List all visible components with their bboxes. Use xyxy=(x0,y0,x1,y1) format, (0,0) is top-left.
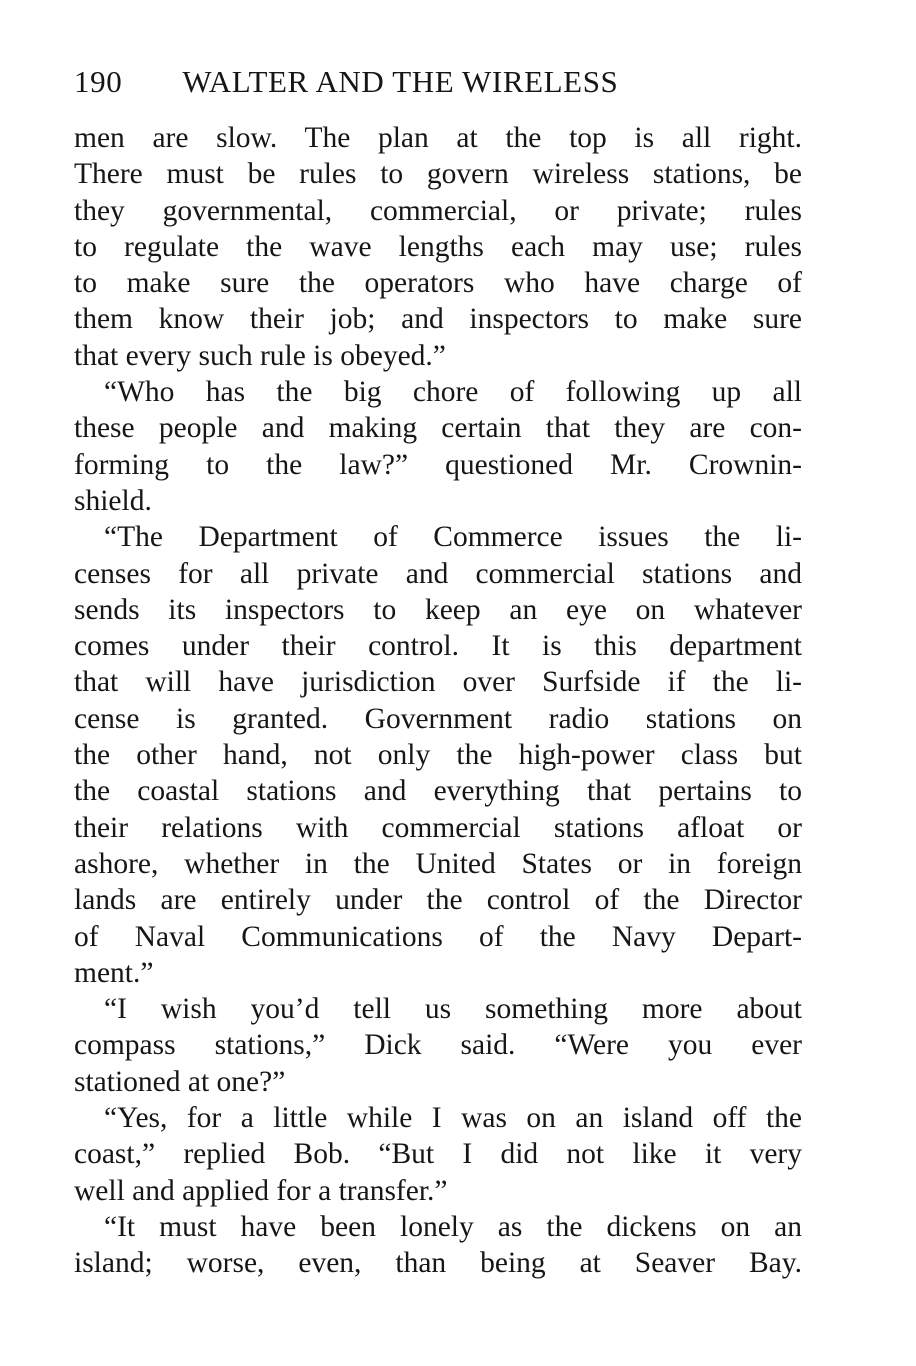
text-line: that will have jurisdiction over Surfside if the li- xyxy=(74,666,802,699)
text-line: “I wish you’d tell us something more about xyxy=(104,993,802,1026)
page-number: 190 xyxy=(74,64,123,99)
running-head xyxy=(74,64,814,104)
text-line: to make sure the operators who have charge of xyxy=(74,267,802,300)
text-line: lands are entirely under the control of the Director xyxy=(74,884,802,917)
text-line: comes under their control. It is this department xyxy=(74,630,802,663)
text-line: the coastal stations and everything that pertains to xyxy=(74,775,802,808)
text-line: There must be rules to govern wireless stations, be xyxy=(74,158,802,191)
text-line: cense is granted. Government radio stations on xyxy=(74,702,802,735)
text-line: of Naval Communications of the Navy Depart- xyxy=(74,920,802,953)
text-line: they governmental, commercial, or private; rules xyxy=(74,194,802,227)
text-line: that every such rule is obeyed.” xyxy=(74,339,446,372)
text-line: shield. xyxy=(74,484,152,517)
text-line: sends its inspectors to keep an eye on whatever xyxy=(74,593,802,626)
text-line: men are slow. The plan at the top is all right. xyxy=(74,122,802,154)
text-line: stationed at one?” xyxy=(74,1065,286,1098)
text-line: island; worse, even, than being at Seaver Bay. xyxy=(74,1247,802,1280)
text-line: coast,” replied Bob. “But I did not like it very xyxy=(74,1138,802,1171)
text-line: “Who has the big chore of following up all xyxy=(104,376,802,409)
text-line: to regulate the wave lengths each may use; rules xyxy=(74,230,802,263)
text-line: the other hand, not only the high-power class but xyxy=(74,739,802,772)
running-title: WALTER AND THE WIRELESS xyxy=(182,64,619,99)
text-line: censes for all private and commercial stations and xyxy=(74,557,802,590)
text-line: “It must have been lonely as the dickens on an xyxy=(104,1210,802,1243)
text-line: their relations with commercial stations afloat or xyxy=(74,811,802,844)
text-line: compass stations,” Dick said. “Were you ever xyxy=(74,1029,802,1062)
text-line: “The Department of Commerce issues the li- xyxy=(104,521,802,554)
text-line: forming to the law?” questioned Mr. Crownin- xyxy=(74,448,802,481)
text-line: them know their job; and inspectors to make sure xyxy=(74,303,802,336)
text-line: “Yes, for a little while I was on an island off the xyxy=(104,1102,802,1135)
text-line: these people and making certain that they are con- xyxy=(74,412,802,445)
text-line: well and applied for a transfer.” xyxy=(74,1174,448,1207)
body-text xyxy=(74,120,802,1282)
text-line: ment.” xyxy=(74,956,154,989)
text-line: ashore, whether in the United States or in foreign xyxy=(74,847,802,880)
